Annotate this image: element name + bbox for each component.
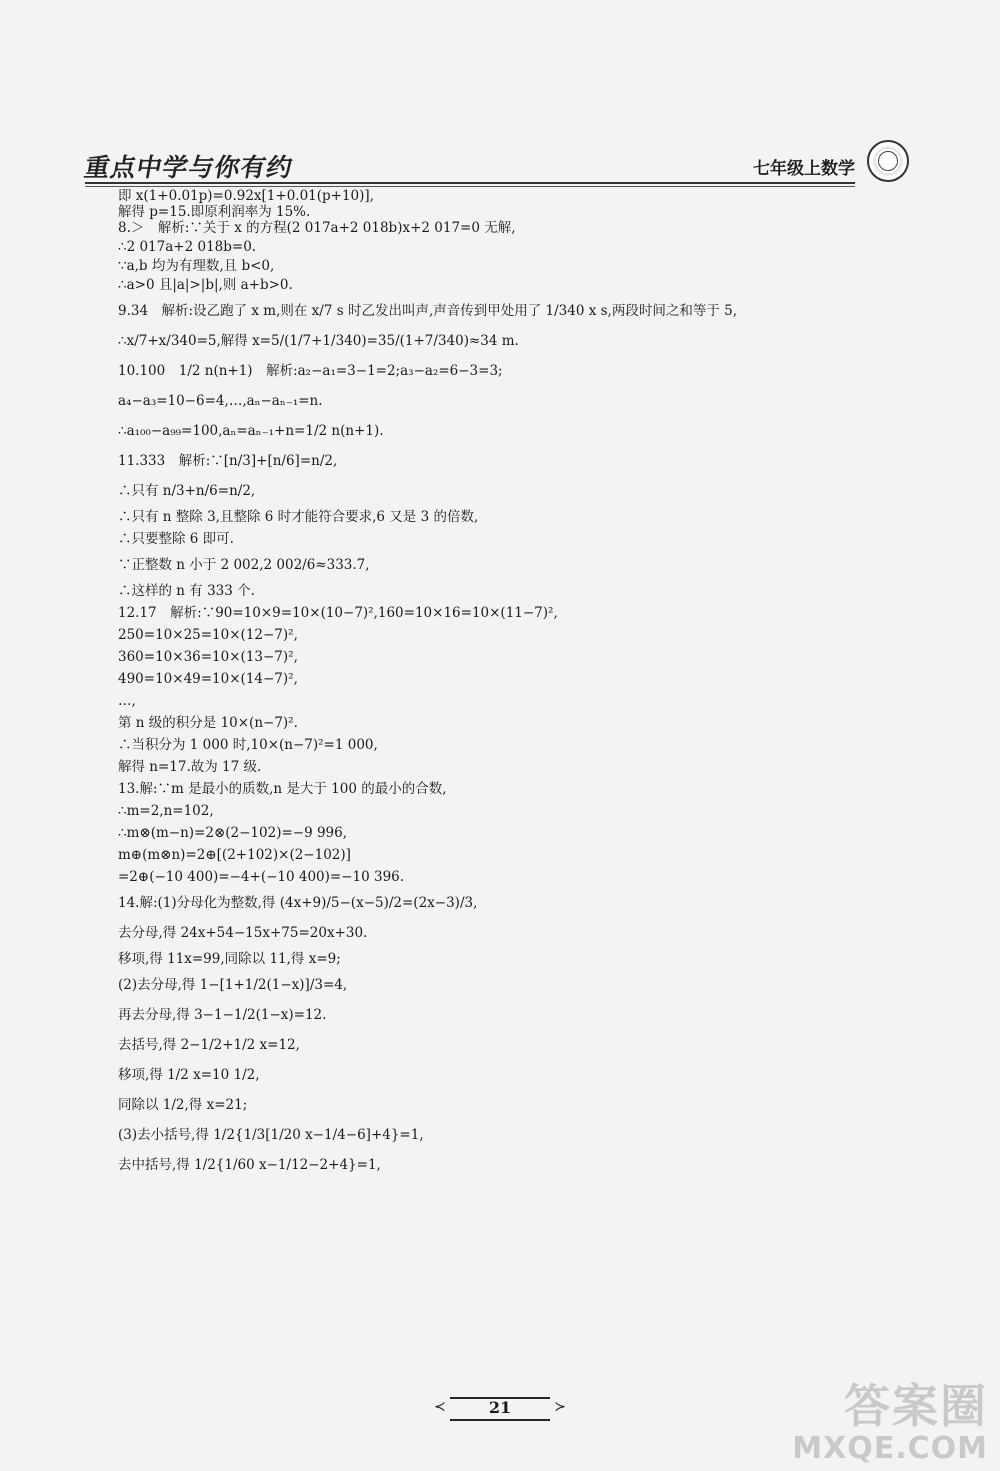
header-rule-thin bbox=[85, 186, 855, 187]
answer-body bbox=[118, 188, 918, 1180]
text-line: 解得 p=15.即原利润率为 15%. bbox=[118, 204, 311, 220]
text-line: 11.333 解析:∵[n/3]+[n/6]=n/2, bbox=[118, 453, 338, 469]
text-line: ∴只要整除 6 即可. bbox=[118, 531, 234, 547]
text-line: 9.34 解析:设乙跑了 x m,则在 x/7 s 时乙发出叫声,声音传到甲处用了 1/340 x s,两段时间之和等于 5, bbox=[118, 303, 738, 319]
text-line: ∴x/7+x/340=5,解得 x=5/(1/7+1/340)=35/(1+7/340)≈34 m. bbox=[118, 333, 519, 349]
scroll-ornament-left-icon: ≺ bbox=[434, 1399, 446, 1415]
text-line: 360=10×36=10×(13−7)², bbox=[118, 649, 298, 665]
text-line: (3)去小括号,得 1/2{1/3[1/20 x−1/4−6]+4}=1, bbox=[118, 1127, 424, 1143]
header-rule bbox=[85, 182, 855, 184]
text-line: ∴a>0 且|a|>|b|,则 a+b>0. bbox=[118, 277, 293, 293]
text-line: ∴m⊗(m−n)=2⊗(2−102)=−9 996, bbox=[118, 825, 348, 841]
text-line: ∵a,b 均为有理数,且 b<0, bbox=[118, 258, 275, 274]
text-line: 解得 n=17.故为 17 级. bbox=[118, 759, 262, 775]
text-line: 14.解:(1)分母化为整数,得 (4x+9)/5−(x−5)/2=(2x−3)/3, bbox=[118, 895, 478, 911]
text-line: 250=10×25=10×(12−7)², bbox=[118, 627, 298, 643]
text-line: a₄−a₃=10−6=4,…,aₙ−aₙ₋₁=n. bbox=[118, 393, 323, 409]
text-line: 490=10×49=10×(14−7)², bbox=[118, 671, 298, 687]
text-line: 去分母,得 24x+54−15x+75=20x+30. bbox=[118, 925, 368, 941]
text-line: m⊕(m⊗n)=2⊕[(2+102)×(2−102)] bbox=[118, 847, 351, 863]
text-line: 移项,得 1/2 x=10 1/2, bbox=[118, 1067, 260, 1083]
text-line: 13.解:∵m 是最小的质数,n 是大于 100 的最小的合数, bbox=[118, 781, 447, 797]
text-line: (2)去分母,得 1−[1+1/2(1−x)]/3=4, bbox=[118, 977, 348, 993]
text-line: ∴只有 n/3+n/6=n/2, bbox=[118, 483, 256, 499]
subject-label: 七年级上数学 bbox=[753, 159, 855, 179]
page-number: 21 bbox=[488, 1398, 512, 1417]
text-line: 即 x(1+0.01p)=0.92x[1+0.01(p+10)], bbox=[118, 188, 374, 204]
text-line: ∴2 017a+2 018b=0. bbox=[118, 239, 257, 255]
text-line: 去括号,得 2−1/2+1/2 x=12, bbox=[118, 1037, 300, 1053]
text-line: =2⊕(−10 400)=−4+(−10 400)=−10 396. bbox=[118, 869, 405, 885]
text-line: ∴当积分为 1 000 时,10×(n−7)²=1 000, bbox=[118, 737, 378, 753]
watermark-url: MXQE.COM bbox=[792, 1431, 988, 1466]
text-line: ∴a₁₀₀−a₉₉=100,aₙ=aₙ₋₁+n=1/2 n(n+1). bbox=[118, 423, 384, 439]
text-line: ∴只有 n 整除 3,且整除 6 时才能符合要求,6 又是 3 的倍数, bbox=[118, 509, 479, 525]
scroll-ornament-right-icon: ≻ bbox=[554, 1399, 566, 1415]
text-line: 同除以 1/2,得 x=21; bbox=[118, 1097, 248, 1113]
text-line: 8.＞ 解析:∵关于 x 的方程(2 017a+2 018b)x+2 017=0 无解, bbox=[118, 220, 516, 236]
emblem-icon bbox=[867, 140, 909, 182]
text-line: 12.17 解析:∵90=10×9=10×(10−7)²,160=10×16=10×(11−7)², bbox=[118, 605, 558, 621]
text-line: 10.100 1/2 n(n+1) 解析:a₂−a₁=3−1=2;a₃−a₂=6−3=3; bbox=[118, 363, 503, 379]
text-line: 再去分母,得 3−1−1/2(1−x)=12. bbox=[118, 1007, 327, 1023]
text-line: ∴这样的 n 有 333 个. bbox=[118, 583, 255, 599]
watermark-logo-text: 答案圈 bbox=[844, 1379, 988, 1434]
site-watermark bbox=[792, 1381, 988, 1465]
text-line: …, bbox=[118, 693, 136, 709]
text-line: ∵正整数 n 小于 2 002,2 002/6≈333.7, bbox=[118, 557, 370, 573]
page-footer bbox=[434, 1393, 566, 1421]
series-title: 重点中学与你有约 bbox=[82, 153, 296, 182]
text-line: 移项,得 11x=99,同除以 11,得 x=9; bbox=[118, 951, 341, 967]
text-line: 第 n 级的积分是 10×(n−7)². bbox=[118, 715, 298, 731]
text-line: 去中括号,得 1/2{1/60 x−1/12−2+4}=1, bbox=[118, 1157, 381, 1173]
text-line: ∴m=2,n=102, bbox=[118, 803, 214, 819]
